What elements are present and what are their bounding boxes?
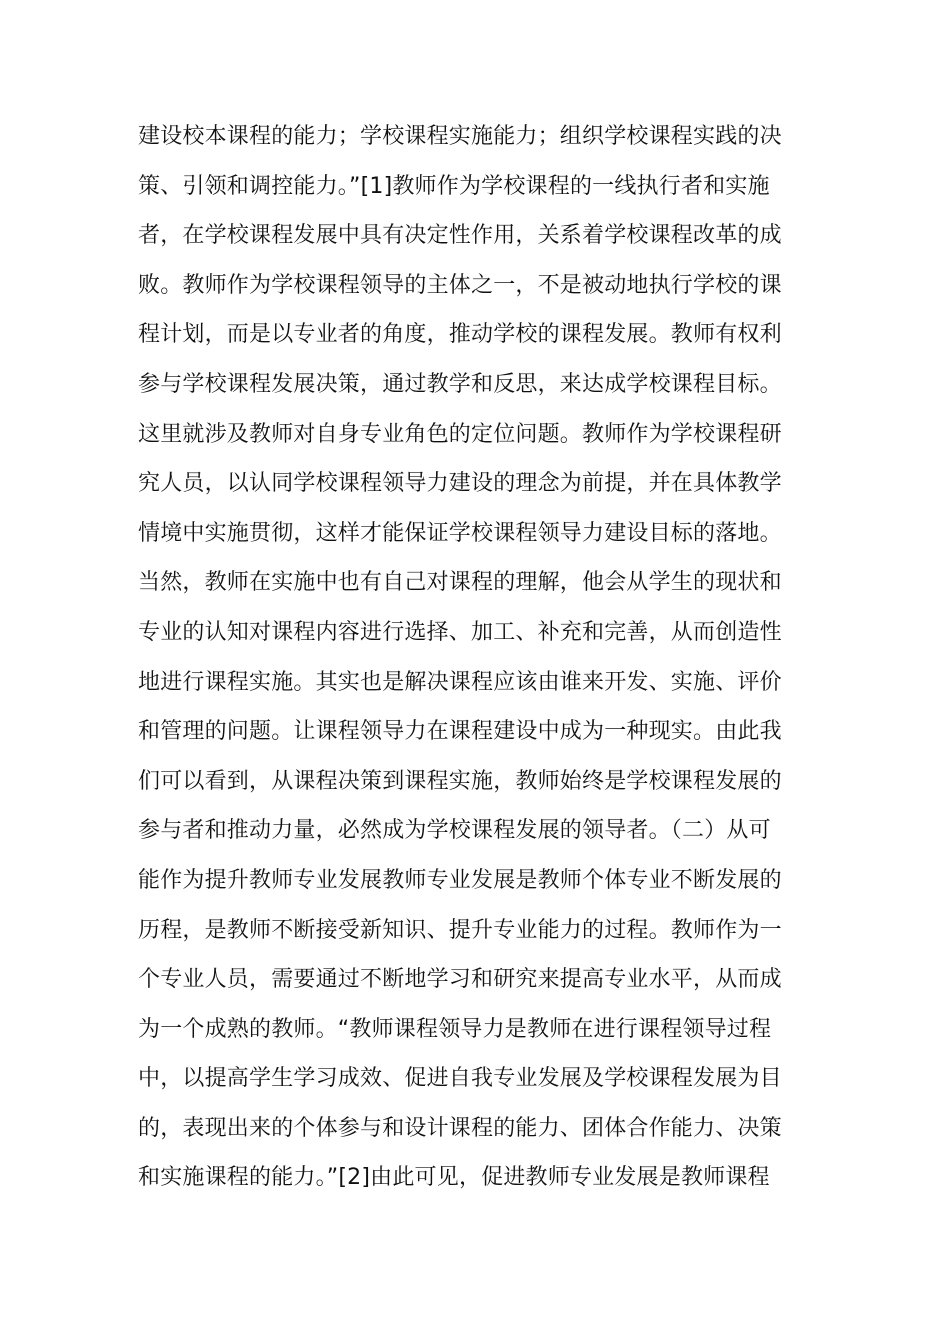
text-line: 究人员，以认同学校课程领导力建设的理念为前提，并在具体教学 — [138, 471, 782, 497]
text-line: 当然，教师在实施中也有自己对课程的理解，他会从学生的现状和 — [138, 570, 782, 596]
text-line: 参与者和推动力量，必然成为学校课程发展的领导者。（二）从可 — [138, 818, 771, 844]
text-line: 为一个成熟的教师。“教师课程领导力是教师在进行课程领导过程 — [138, 1016, 772, 1042]
text-line: 们可以看到，从课程决策到课程实施，教师始终是学校课程发展的 — [138, 768, 782, 794]
text-line: 这里就涉及教师对自身专业角色的定位问题。教师作为学校课程研 — [138, 421, 782, 447]
text-line: 建设校本课程的能力；学校课程实施能力；组织学校课程实践的决 — [138, 124, 782, 149]
text-line: 程计划，而是以专业者的角度，推动学校的课程发展。教师有权利 — [138, 322, 782, 348]
text-line: 败。教师作为学校课程领导的主体之一，不是被动地执行学校的课 — [138, 272, 782, 298]
text-line: 和实施课程的能力。”[2]由此可见，促进教师专业发展是教师课程 — [138, 1165, 770, 1191]
text-line: 专业的认知对课程内容进行选择、加工、补充和完善，从而创造性 — [138, 619, 782, 645]
text-line: 中，以提高学生学习成效、促进自我专业发展及学校课程发展为目 — [138, 1066, 782, 1092]
body-text — [138, 112, 838, 1203]
text-line: 地进行课程实施。其实也是解决课程应该由谁来开发、实施、评价 — [138, 669, 782, 695]
text-line: 策、引领和调控能力。”[1]教师作为学校课程的一线执行者和实施 — [138, 173, 770, 199]
text-line: 者，在学校课程发展中具有决定性作用，关系着学校课程改革的成 — [138, 223, 782, 249]
text-line: 个专业人员，需要通过不断地学习和研究来提高专业水平，从而成 — [138, 967, 782, 993]
text-line: 能作为提升教师专业发展教师专业发展是教师个体专业不断发展的 — [138, 867, 782, 893]
text-line: 和管理的问题。让课程领导力在课程建设中成为一种现实。由此我 — [138, 719, 782, 745]
text-line: 情境中实施贯彻，这样才能保证学校课程领导力建设目标的落地。 — [138, 520, 782, 546]
text-line: 历程，是教师不断接受新知识、提升专业能力的过程。教师作为一 — [138, 917, 782, 943]
text-line: 参与学校课程发展决策，通过教学和反思，来达成学校课程目标。 — [138, 371, 782, 397]
text-line: 的，表现出来的个体参与和设计课程的能力、团体合作能力、决策 — [138, 1115, 782, 1141]
